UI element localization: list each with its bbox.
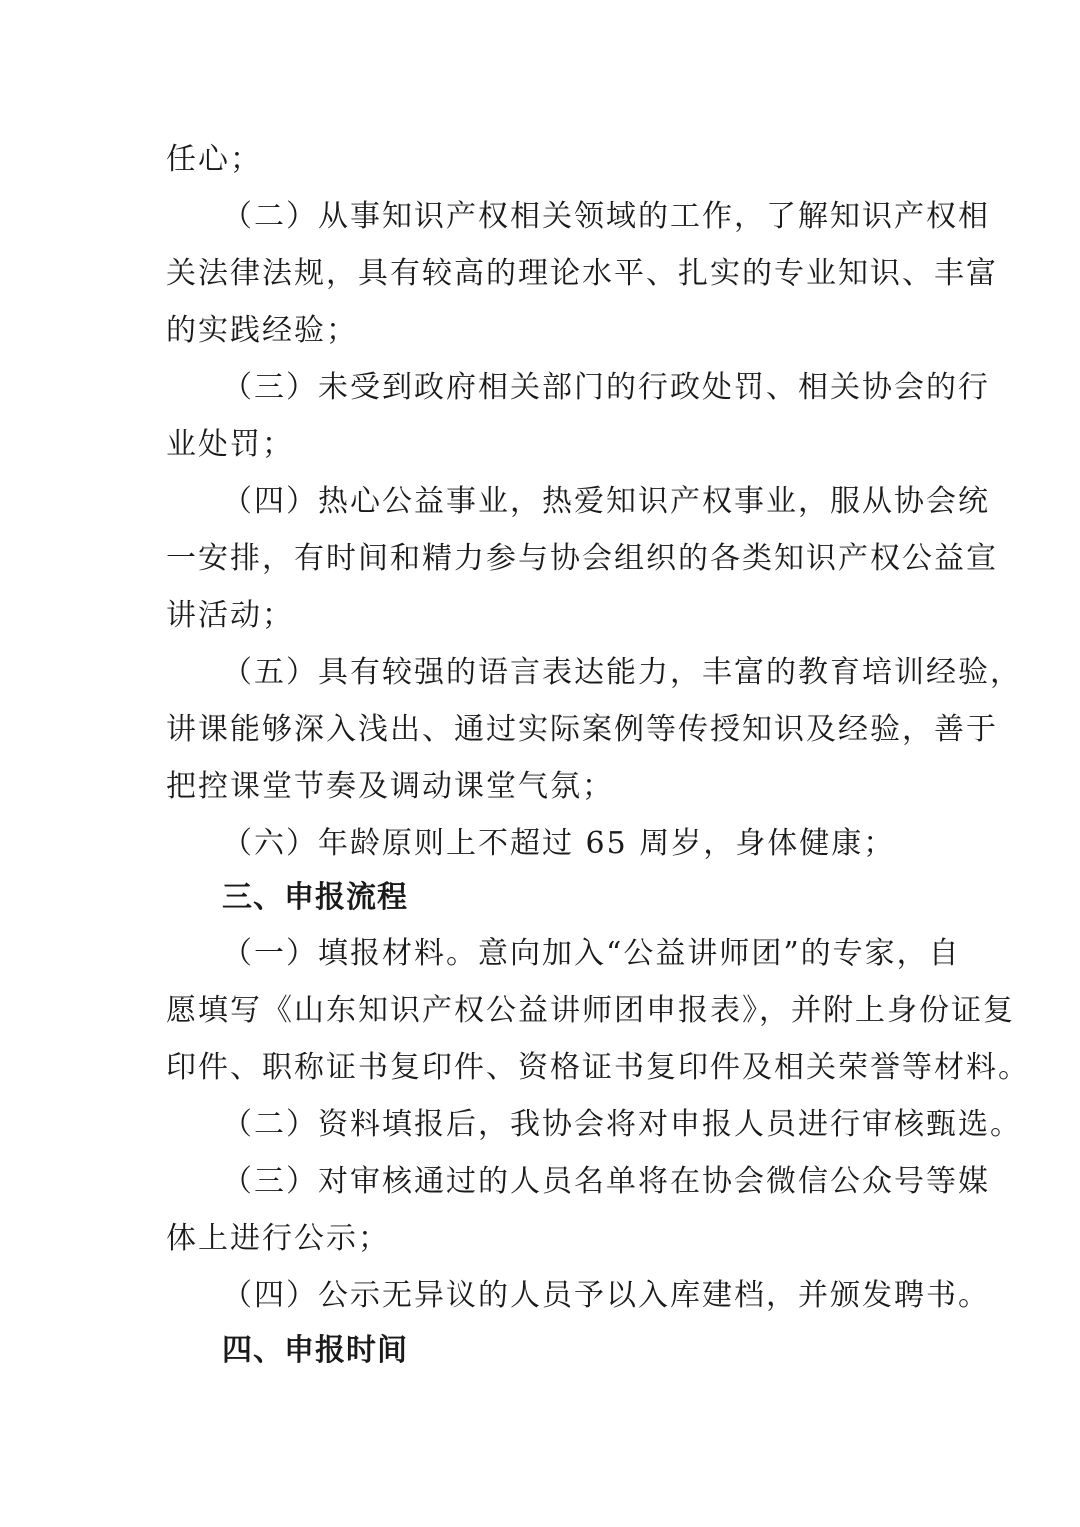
paragraph-line: 把控课堂节奏及调动课堂气氛； bbox=[166, 769, 614, 804]
paragraph-line: 体上进行公示； bbox=[166, 1221, 390, 1256]
section-heading: 四、申报时间 bbox=[222, 1333, 408, 1368]
paragraph-line: 的实践经验； bbox=[166, 313, 358, 348]
paragraph-line: 任心； bbox=[166, 142, 262, 177]
paragraph-line: 讲课能够深入浅出、通过实际案例等传授知识及经验，善于 bbox=[166, 712, 998, 747]
paragraph-line: （二）从事知识产权相关领域的工作，了解知识产权相 bbox=[222, 199, 990, 234]
paragraph-line: （三）未受到政府相关部门的行政处罚、相关协会的行 bbox=[222, 370, 990, 405]
paragraph-line: （四）热心公益事业，热爱知识产权事业，服从协会统 bbox=[222, 484, 990, 519]
paragraph-line: （三）对审核通过的人员名单将在协会微信公众号等媒 bbox=[222, 1164, 990, 1199]
paragraph-line: 印件、职称证书复印件、资格证书复印件及相关荣誉等材料。 bbox=[166, 1050, 1030, 1085]
paragraph-line: 愿填写《山东知识产权公益讲师团申报表》，并附上身份证复 bbox=[166, 993, 1015, 1028]
paragraph-line: 讲活动； bbox=[166, 598, 294, 633]
paragraph-line: （五）具有较强的语言表达能力，丰富的教育培训经验， bbox=[222, 655, 1022, 690]
paragraph-line: （二）资料填报后，我协会将对申报人员进行审核甄选。 bbox=[222, 1107, 1022, 1142]
paragraph-line: 业处罚； bbox=[166, 427, 294, 462]
paragraph-line: 关法律法规，具有较高的理论水平、扎实的专业知识、丰富 bbox=[166, 256, 998, 291]
paragraph-line: （四）公示无异议的人员予以入库建档，并颁发聘书。 bbox=[222, 1278, 990, 1313]
paragraph-line: 一安排，有时间和精力参与协会组织的各类知识产权公益宣 bbox=[166, 541, 998, 576]
paragraph-line: （一）填报材料。意向加入“公益讲师团”的专家，自 bbox=[222, 936, 961, 971]
section-heading: 三、申报流程 bbox=[222, 880, 408, 915]
paragraph-line: （六）年龄原则上不超过 65 周岁，身体健康； bbox=[222, 826, 896, 861]
